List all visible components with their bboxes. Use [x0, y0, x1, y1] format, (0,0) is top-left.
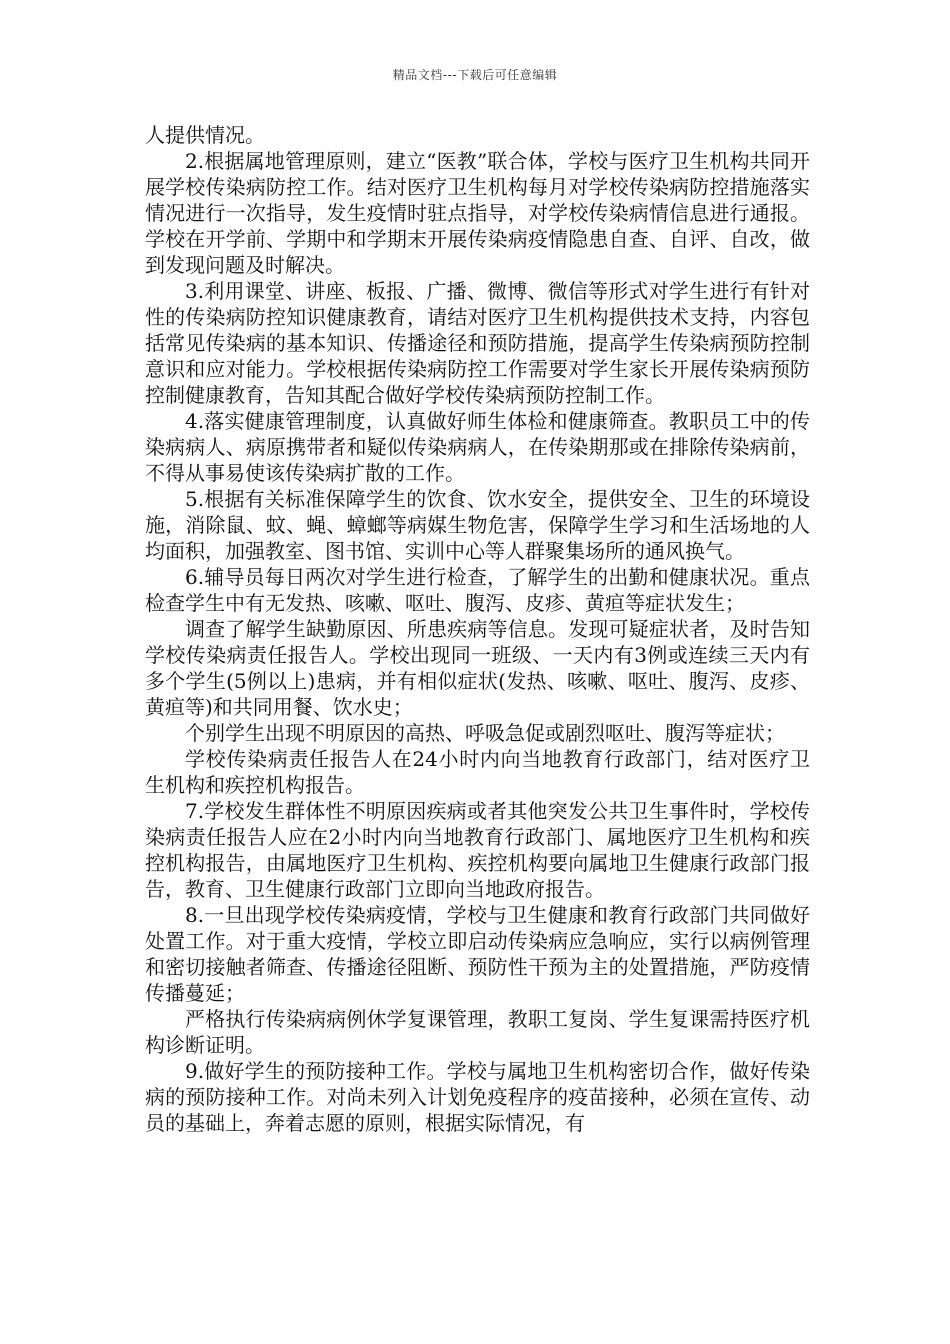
paragraph: 9.做好学生的预防接种工作。学校与属地卫生机构密切合作，做好传染病的预防接种工作。对尚未列入计划免疫程序的疫苗接种，必须在宣传、动员的基础上，奔着志愿的原则，根据实际情况，有: [145, 1059, 810, 1135]
paragraph: 7.学校发生群体性不明原因疾病或者其他突发公共卫生事件时，学校传染病责任报告人应在2小时内向当地教育行政部门、属地医疗卫生机构和疾控机构报告，由属地医疗卫生机构、疾控机构要向属地卫生健康行政部门报告，教育、卫生健康行政部门立即向当地政府报告。: [145, 799, 810, 901]
paragraph: 2.根据属地管理原则，建立“医教”联合体，学校与医疗卫生机构共同开展学校传染病防控工作。结对医疗卫生机构每月对学校传染病防控措施落实情况进行一次指导，发生疫情时驻点指导，对学校传染病情信息进行通报。学校在开学前、学期中和学期末开展传染病疫情隐患自查、自评、自改，做到发现问题及时解决。: [145, 149, 810, 277]
paragraph: 严格执行传染病病例休学复课管理，教职工复岗、学生复课需持医疗机构诊断证明。: [145, 1007, 810, 1057]
paragraph: 8.一旦出现学校传染病疫情，学校与卫生健康和教育行政部门共同做好处置工作。对于重大疫情，学校立即启动传染病应急响应，实行以病例管理和密切接触者筛查、传播途径阻断、预防性干预为主的处置措施，严防疫情传播蔓延；: [145, 903, 810, 1005]
paragraph: 学校传染病责任报告人在24小时内向当地教育行政部门，结对医疗卫生机构和疾控机构报告。: [145, 747, 810, 797]
paragraph: 个别学生出现不明原因的高热、呼吸急促或剧烈呕吐、腹泻等症状；: [185, 721, 785, 745]
paragraph: 4.落实健康管理制度，认真做好师生体检和健康筛查。教职员工中的传染病病人、病原携带者和疑似传染病病人，在传染期那或在排除传染病前，不得从事易使该传染病扩散的工作。: [145, 409, 810, 485]
paragraph: 3.利用课堂、讲座、板报、广播、微博、微信等形式对学生进行有针对性的传染病防控知识健康教育，请结对医疗卫生机构提供技术支持，内容包括常见传染病的基本知识、传播途径和预防措施，提高学生传染病预防控制意识和应对能力。学校根据传染病防控工作需要对学生家长开展传染病预防控制健康教育，告知其配合做好学校传染病预防控制工作。: [145, 279, 810, 407]
document-body: [145, 122, 810, 1136]
page-header: 精品文档---下载后可任意编辑: [392, 68, 558, 82]
paragraph: 5.根据有关标准保障学生的饮食、饮水安全，提供安全、卫生的环境设施，消除鼠、蚊、蝇、蟑螂等病媒生物危害，保障学生学习和生活场地的人均面积，加强教室、图书馆、实训中心等人群聚集场所的通风换气。: [145, 487, 810, 563]
paragraph: 调查了解学生缺勤原因、所患疾病等信息。发现可疑症状者，及时告知学校传染病责任报告人。学校出现同一班级、一天内有3例或连续三天内有多个学生(5例以上)患病，并有相似症状(发热、咳嗽、呕吐、腹泻、皮疹、黄疸等)和共同用餐、饮水史；: [145, 617, 810, 719]
paragraph: 人提供情况。: [145, 123, 265, 147]
paragraph: 6.辅导员每日两次对学生进行检查，了解学生的出勤和健康状况。重点检查学生中有无发热、咳嗽、呕吐、腹泻、皮疹、黄疸等症状发生；: [145, 565, 810, 615]
